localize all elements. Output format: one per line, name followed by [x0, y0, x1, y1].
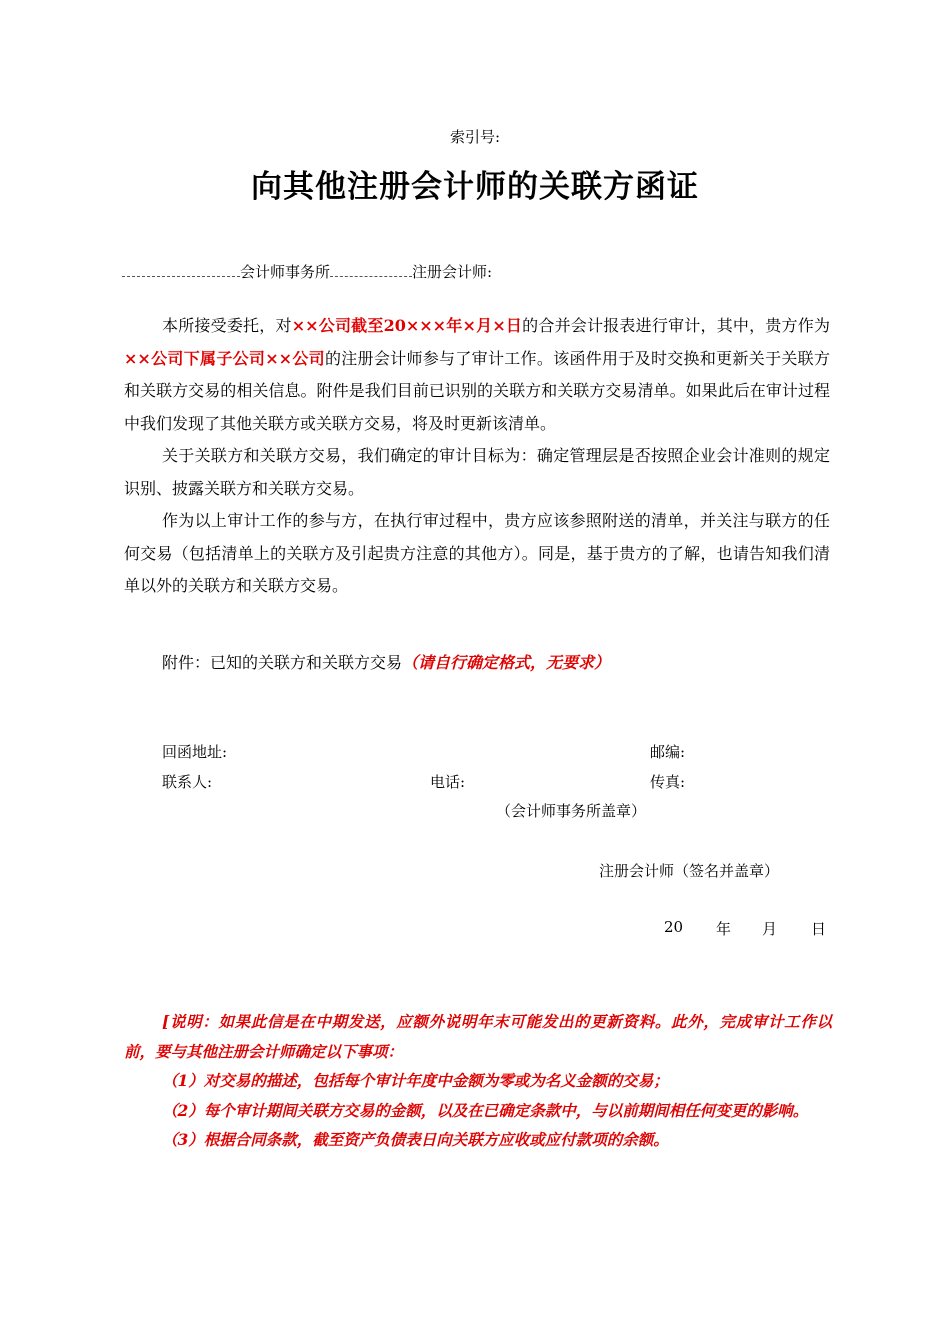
note-item-3: （3）根据合同条款，截至资产负债表日向关联方应收或应付款项的余额。 [162, 1130, 669, 1149]
reply-address-label: 回函地址: [162, 743, 228, 761]
subsidiary-placeholder: ××公司下属子公司××公司 [124, 348, 325, 368]
postcode-label: 邮编: [650, 743, 686, 761]
note-item-1: （1）对交易的描述，包括每个审计年度中金额为零或为名义金额的交易； [162, 1071, 669, 1090]
cpa-suffix: 注册会计师: [412, 263, 493, 281]
attachment-line [162, 650, 610, 673]
fax-label: 传真: [650, 773, 686, 791]
paragraph-request: 作为以上审计工作的参与方，在执行审过程中，贵方应该参照附送的清单，并关注与联方的任何交易（包括清单上的关联方及引起贵方注意的其他方）。同是，基于贵方的了解，也请告知我们清单以外的关联方和关联方交易。 [124, 511, 830, 595]
date-day-label: 日 [811, 920, 827, 938]
paragraph-engagement: 本所接受委托，对××公司截至20×××年×月×日的合并会计报表进行审计，其中，贵方作为××公司下属子公司××公司的注册会计师参与了审计工作。该函件用于及时交换和更新关于关联方和关联方交易的相关信息。附件是我们目前已识别的关联方和关联方交易清单。如果此后在审计过程中我们发现了其他关联方或关联方交易，将及时更新该清单。 [124, 316, 830, 433]
date-year-label: 年 [716, 920, 732, 938]
company-period-placeholder: ××公司截至20×××年×月×日 [291, 316, 523, 335]
page-title: 向其他注册会计师的关联方函证 [251, 169, 699, 205]
note-item-2: （2）每个审计期间关联方交易的金额，以及在已确定条款中，与以前期间相任何变更的影响。 [162, 1100, 809, 1120]
attachment-note: （请自行确定格式，无要求） [402, 653, 611, 672]
firm-seal-note: （会计师事务所盖章） [496, 802, 647, 820]
paragraph-audit-objective: 关于关联方和关联方交易，我们确定的审计目标为：确定管理层是否按照企业会计准则的规定识别、披露关联方和关联方交易。 [124, 446, 830, 498]
firm-suffix: 会计师事务所 [240, 263, 331, 281]
letter-body [124, 310, 830, 603]
note-intro: [说明：如果此信是在中期发送，应额外说明年末可能发出的更新资料。此外，完成审计工作以前，要与其他注册会计师确定以下事项： [124, 1012, 832, 1061]
contact-label: 联系人: [162, 773, 213, 791]
cpa-name-blank [330, 264, 412, 277]
reference-number-label: 索引号: [449, 128, 501, 146]
firm-name-blank [122, 264, 240, 277]
phone-label: 电话: [430, 773, 466, 791]
explanatory-note [124, 1007, 832, 1155]
attachment-label: 附件：已知的关联方和关联方交易 [162, 653, 403, 672]
cpa-signature-note: 注册会计师（签名并盖章） [599, 862, 780, 880]
addressee-line [122, 261, 492, 282]
date-month-label: 月 [762, 920, 778, 938]
date-year-prefix: 20 [664, 918, 684, 936]
